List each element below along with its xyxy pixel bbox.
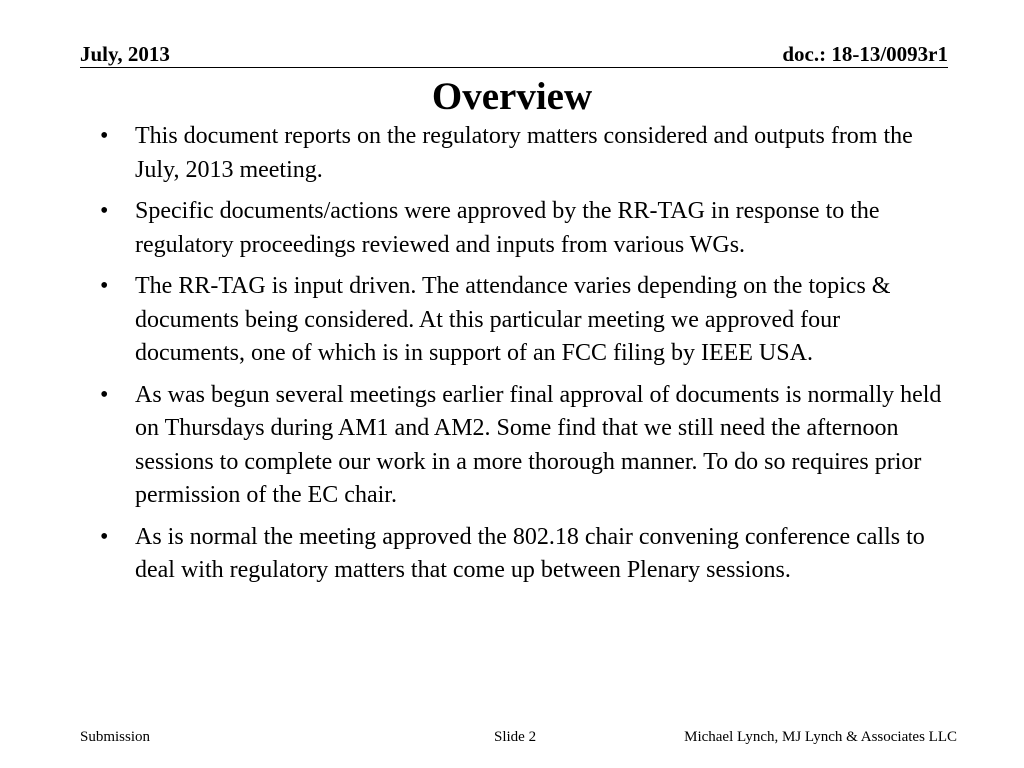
bullet-item bbox=[100, 521, 945, 588]
header-divider bbox=[80, 67, 948, 68]
bullet-item bbox=[100, 379, 945, 513]
bullet-text: As is normal the meeting approved the 802.18 chair convening conference calls to deal with regulatory matters that come up between Plenary sessions. bbox=[135, 523, 925, 583]
bullet-text: The RR-TAG is input driven. The attendance varies depending on the topics & documents being considered. At this particular meeting we approved four documents, one of which is in support of an FCC filing by IEEE USA. bbox=[135, 273, 891, 366]
bullet-item bbox=[100, 195, 945, 262]
bullet-icon: • bbox=[100, 273, 109, 299]
bullet-item bbox=[100, 120, 945, 187]
footer-submission: Submission bbox=[80, 729, 151, 745]
bullet-text: This document reports on the regulatory matters considered and outputs from the July, 2013 meeting. bbox=[135, 123, 913, 183]
bullet-list bbox=[100, 120, 945, 596]
footer-author: Michael Lynch, MJ Lynch & Associates LLC bbox=[684, 729, 957, 745]
bullet-text: As was begun several meetings earlier final approval of documents is normally held on Thursdays during AM1 and AM2. Some find that we still need the afternoon sessions to complete our work in a more thorough manner. To do so requires prior permission of the EC chair. bbox=[135, 381, 942, 508]
bullet-item bbox=[100, 270, 945, 371]
bullet-icon: • bbox=[100, 198, 109, 224]
header-date: July, 2013 bbox=[80, 42, 170, 66]
header-doc-number: doc.: 18-13/0093r1 bbox=[782, 42, 948, 66]
bullet-icon: • bbox=[100, 123, 109, 149]
bullet-text: Specific documents/actions were approved by the RR-TAG in response to the regulatory proceedings reviewed and inputs from various WGs. bbox=[135, 198, 880, 258]
bullet-icon: • bbox=[100, 523, 109, 550]
footer-slide-number: Slide 2 bbox=[494, 729, 537, 745]
slide-title: Overview bbox=[431, 75, 593, 118]
bullet-icon: • bbox=[100, 381, 109, 408]
